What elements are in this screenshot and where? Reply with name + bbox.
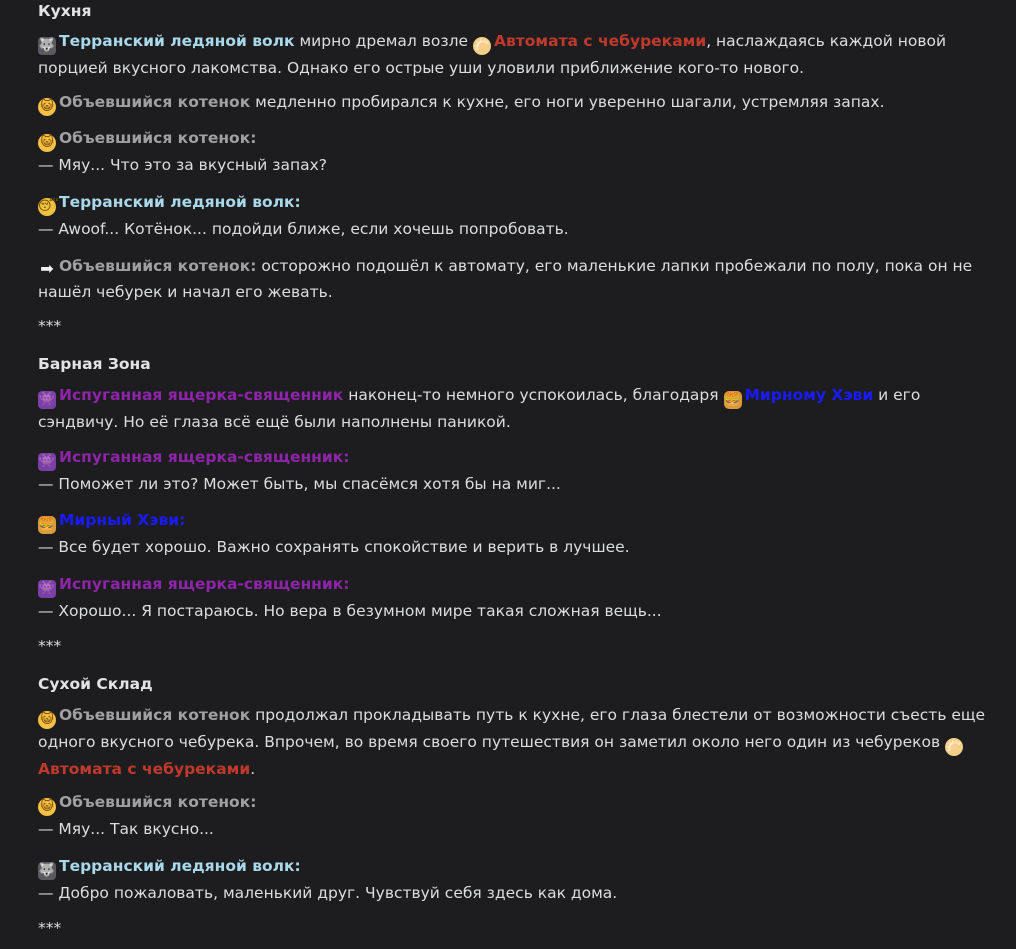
speaker-name: Объевшийся котенок:: [59, 129, 257, 147]
message: [38, 253, 998, 305]
cat-icon: 😺: [38, 711, 56, 729]
message: [38, 880, 998, 906]
speaker-name: Испуганная ящерка-священник:: [59, 575, 350, 593]
wolf-icon: 🐺: [38, 38, 56, 53]
message: [38, 382, 998, 435]
message: [38, 313, 998, 339]
message: [38, 915, 998, 941]
message: [38, 816, 998, 842]
section-heading: Барная Зона: [38, 355, 151, 373]
speaker-name: Испуганная ящерка-священник: [59, 386, 344, 404]
message-text: — Awoof... Котёнок... подойди ближе, если хочешь попробовать.: [38, 220, 569, 238]
speaker-name: Объевшийся котенок: [59, 706, 251, 724]
speaker-name: Автомата с чебуреками: [38, 760, 251, 778]
message-text: .: [250, 760, 256, 778]
message-text: , наслаждаясь каждой новой порцией вкусного лакомства. Однако его острые уши уловили приближение кого-то нового.: [38, 32, 951, 77]
message-text: ***: [38, 919, 62, 937]
message-text: — Поможет ли это? Может быть, мы спасёмся хотя бы на миг...: [38, 475, 561, 493]
message-text: — Мяу... Так вкусно...: [38, 820, 214, 838]
cat-icon: 😺: [38, 134, 56, 152]
message: [38, 534, 998, 560]
message-text: и его сэндвичу. Но её глаза всё ещё были наполнены паникой.: [38, 386, 926, 431]
speaker-name: Испуганная ящерка-священник:: [59, 448, 350, 466]
lizard-icon: 👾: [38, 392, 56, 407]
wolf-icon: 🐺: [38, 863, 56, 878]
speaker-name: Объевшийся котенок: [59, 93, 251, 111]
message-text: ***: [38, 317, 62, 335]
section-heading: Сухой Склад: [38, 675, 153, 693]
message: [38, 152, 998, 178]
speaker-name: Автомата с чебуреками: [494, 32, 707, 50]
speaker-name: Терранский ледяной волк:: [59, 193, 301, 211]
message: [38, 471, 998, 497]
message-text: ***: [38, 637, 62, 655]
message: [38, 598, 998, 624]
lizard-icon: 👾: [38, 454, 56, 469]
message: [38, 28, 998, 81]
speaker-name: Объевшийся котенок:: [59, 793, 257, 811]
message-text: — Мяу... Что это за вкусный запах?: [38, 156, 328, 174]
section-heading: Кухня: [38, 2, 92, 20]
sleeping-face-icon: 😴: [38, 199, 59, 214]
arrow-right-icon: ➡: [40, 259, 54, 278]
message: [38, 571, 998, 598]
message-text: — Добро пожаловать, маленький друг. Чувствуй себя здесь как дома.: [38, 884, 618, 902]
message: [38, 853, 998, 880]
message: [38, 89, 998, 116]
message: [38, 507, 998, 534]
speaker-name: Мирный Хэви:: [59, 511, 186, 529]
message: [38, 633, 998, 659]
message: [38, 789, 998, 816]
food-icon: 🥟: [473, 38, 491, 53]
cat-icon: 😺: [38, 798, 56, 816]
message: [38, 125, 998, 152]
message: [38, 189, 998, 216]
message-text: осторожно подошёл к автомату, его маленькие лапки пробежали по полу, пока он не нашёл чебурек и начал его жевать.: [38, 257, 978, 301]
message-text: мирно дремал возле: [294, 32, 473, 50]
cat-icon: 😺: [38, 98, 56, 116]
message-text: продолжал прокладывать путь к кухне, его глаза блестели от возможности съесть еще одного вкусного чебурека. Впрочем, во время своего путешествия он заметил около него один из чебуреков: [38, 706, 990, 751]
speaker-name: Мирному Хэви: [744, 386, 874, 404]
lizard-icon: 👾: [38, 581, 56, 596]
message-text: — Хорошо... Я постараюсь. Но вера в безумном мире такая сложная вещь...: [38, 602, 662, 620]
speaker-name: Терранский ледяной волк: [59, 32, 295, 50]
food-icon: 🥟: [945, 739, 963, 754]
burger-icon: 🍔: [724, 392, 741, 407]
speaker-name: Терранский ледяной волк:: [59, 857, 301, 875]
message-text: медленно пробирался к кухне, его ноги уверенно шагали, устремляя запах.: [250, 93, 885, 111]
burger-icon: 🍔: [38, 517, 56, 532]
message-text: наконец-то немного успокоилась, благодаря: [343, 386, 724, 404]
message: [38, 444, 998, 471]
message: [38, 702, 998, 782]
message: [38, 216, 998, 242]
speaker-name: Объевшийся котенок:: [59, 257, 257, 275]
message-text: — Все будет хорошо. Важно сохранять спокойствие и верить в лучшее.: [38, 538, 630, 556]
